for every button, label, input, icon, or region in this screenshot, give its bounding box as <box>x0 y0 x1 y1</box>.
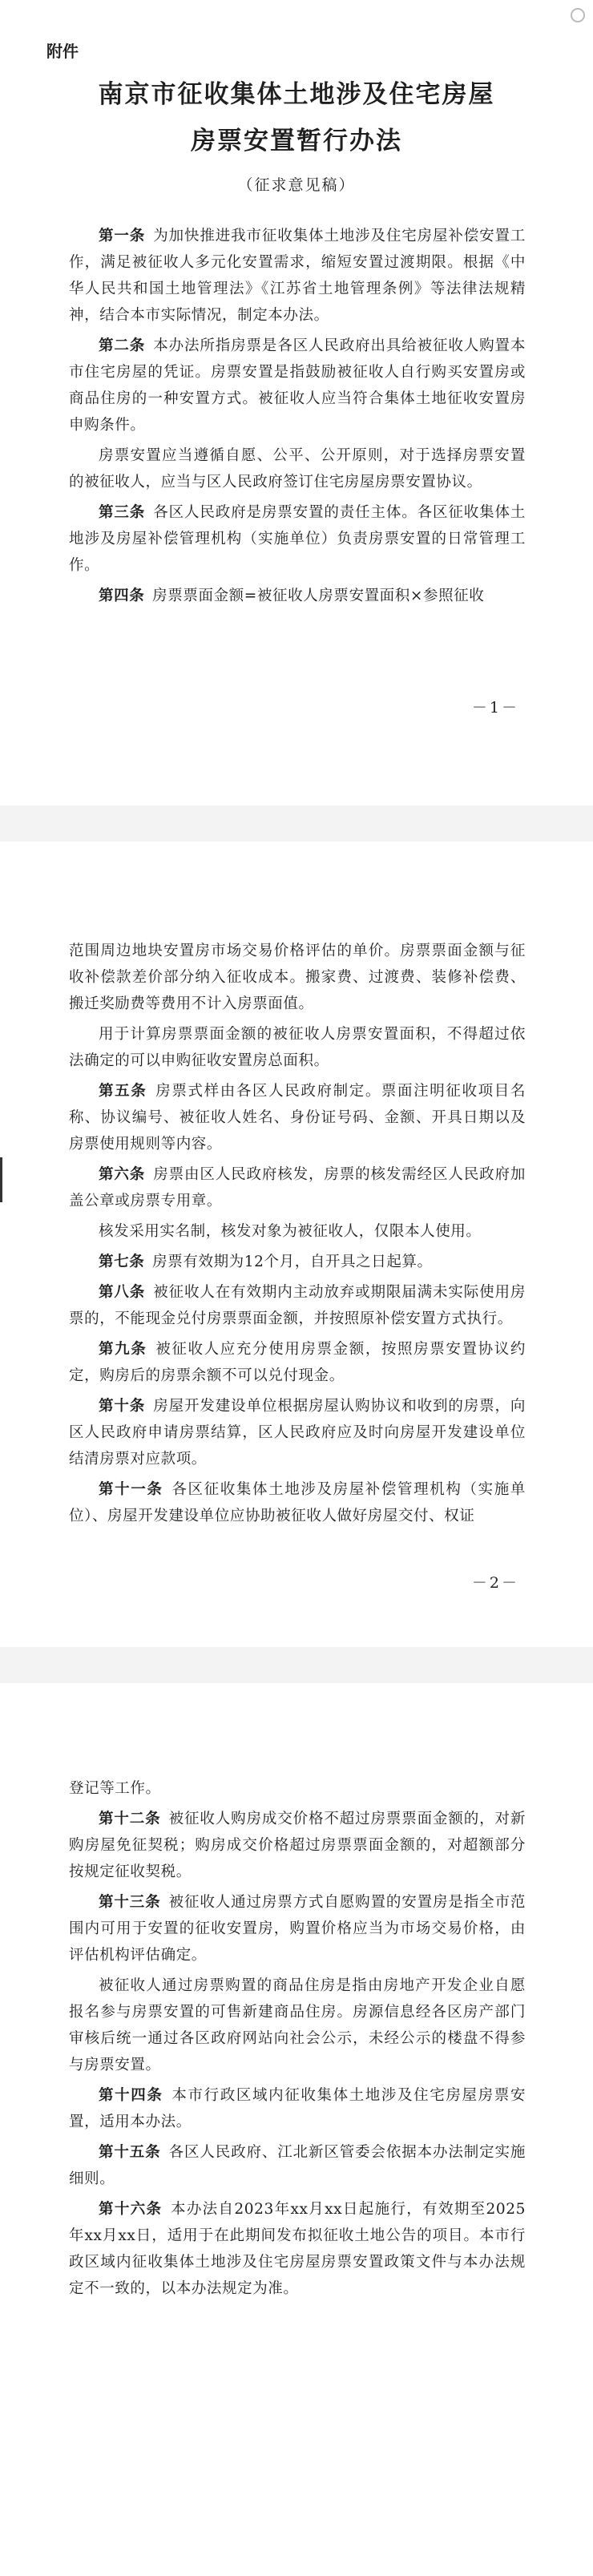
paragraph <box>69 1161 526 1214</box>
article-number: 第八条 <box>99 1284 146 1301</box>
paragraph-text: 房屋开发建设单位根据房屋认购协议和收到的房票，向区人民政府申请房票结算，区人民政府应及时向房屋开发建设单位结清房票对应款项。 <box>69 1398 526 1468</box>
paragraph <box>69 1218 526 1245</box>
article-number: 第一条 <box>99 228 146 244</box>
paragraph-text: 房票票面金额=被征收人房票安置面积×参照征收 <box>152 587 485 604</box>
page-3-body <box>69 1775 526 2306</box>
article-number: 第十四条 <box>99 2087 163 2104</box>
paragraph <box>69 1249 526 1275</box>
article-number: 第十三条 <box>99 1894 161 1911</box>
paragraph <box>69 333 526 438</box>
paragraph-text: 本办法所指房票是各区人民政府出具给被征收人购置本市住宅房屋的凭证。房票安置是指鼓励被征收人自行购买安置房或商品住房的一种安置方式。被征收人应当符合集体土地征收安置房申购条件。 <box>69 337 526 434</box>
paragraph-text: 房票由区人民政府核发，房票的核发需经区人民政府加盖公章或房票专用章。 <box>69 1166 526 1209</box>
paragraph <box>69 1476 526 1529</box>
paragraph <box>69 1806 526 1885</box>
paragraph-text: 被征收人应充分使用房票金额，按照房票安置协议约定，购房后的房票余额不可以兑付现金。 <box>69 1341 526 1384</box>
article-number: 第六条 <box>99 1166 146 1183</box>
article-number: 第十条 <box>99 1398 146 1415</box>
paragraph <box>69 223 526 329</box>
page-1-body <box>69 223 526 613</box>
paragraph-text: 被征收人通过房票方式自愿购置的安置房是指全市范围内可用于安置的征收安置房，购置价格应当为市场交易价格，由评估机构评估确定。 <box>69 1894 526 1964</box>
paragraph-text: 本办法自2023年xx月xx日起施行，有效期至2025年xx月xx日，适用于在此期间发布拟征收土地公告的项目。本市行政区域内征收集体土地涉及住宅房屋房票安置政策文件与本办法规定不一致的，以本办法规定为准。 <box>69 2201 526 2297</box>
article-number: 第五条 <box>99 1083 147 1100</box>
circle-icon <box>571 8 585 22</box>
paragraph <box>69 583 526 609</box>
paragraph-text: 被征收人在有效期内主动放弃或期限届满未实际使用房票的，不能现金兑付房票票面金额，并按照原补偿安置方式执行。 <box>69 1284 526 1327</box>
article-number: 第三条 <box>99 504 146 521</box>
paragraph <box>69 1972 526 2078</box>
paragraph-text: 各区人民政府是房票安置的责任主体。各区征收集体土地涉及房屋补偿管理机构（实施单位）负责房票安置的日常管理工作。 <box>69 504 526 574</box>
paragraph <box>69 1336 526 1389</box>
paragraph-text: 被征收人通过房票购置的商品住房是指由房地产开发企业自愿报名参与房票安置的可售新建商品住房。房源信息经各区房产部门审核后统一通过各区政府网站向社会公示，未经公示的楼盘不得参与房票安置。 <box>69 1977 526 2073</box>
article-number: 第二条 <box>99 337 146 354</box>
paragraph-text: 房票安置应当遵循自愿、公平、公开原则，对于选择房票安置的被征收人，应当与区人民政府签订住宅房屋房票安置协议。 <box>69 447 526 491</box>
article-number: 第七条 <box>99 1254 145 1270</box>
document-page-3 <box>0 1683 593 2576</box>
paragraph <box>69 1393 526 1472</box>
paragraph-text: 本市行政区域内征收集体土地涉及住宅房屋房票安置，适用本办法。 <box>69 2087 526 2130</box>
paragraph-text: 范围周边地块安置房市场交易价格评估的单价。房票票面金额与征收补偿款差价部分纳入征收成本。搬家费、过渡费、装修补偿费、搬迁奖励费等费用不计入房票面值。 <box>69 943 526 1012</box>
paragraph-text: 为加快推进我市征收集体土地涉及住宅房屋补偿安置工作，满足被征收人多元化安置需求，缩短安置过渡期限。根据《中华人民共和国土地管理法》《江苏省土地管理条例》等法律法规精神，结合本市实际情况，制定本办法。 <box>69 228 526 324</box>
paragraph-text: 用于计算房票票面金额的被征收人房票安置面积，不得超过依法确定的可以申购征收安置房总面积。 <box>69 1026 526 1069</box>
article-number: 第十六条 <box>99 2201 163 2218</box>
paragraph <box>69 2139 526 2192</box>
paragraph <box>69 1775 526 1802</box>
paragraph <box>69 1078 526 1157</box>
paragraph-text: 各区人民政府、江北新区管委会依据本办法制定实施细则。 <box>69 2144 526 2187</box>
document-page-2 <box>0 842 593 1647</box>
paragraph <box>69 938 526 1017</box>
paragraph <box>69 442 526 495</box>
paragraph-text: 房票有效期为12个月，自开具之日起算。 <box>152 1254 433 1270</box>
page-number: －1－ <box>471 699 519 717</box>
document-title-line2: 房票安置暂行办法 <box>191 127 402 155</box>
document-subtitle: （征求意见稿） <box>237 176 356 194</box>
page-number: －2－ <box>471 1574 519 1592</box>
article-number: 第十五条 <box>99 2144 161 2161</box>
document-page-1 <box>0 0 593 806</box>
paragraph <box>69 2196 526 2302</box>
paragraph-text: 核发采用实名制，核发对象为被征收人，仅限本人使用。 <box>99 1223 482 1240</box>
paragraph <box>69 2082 526 2135</box>
paragraph-text: 房票式样由各区人民政府制定。票面注明征收项目名称、协议编号、被征收人姓名、身份证号码、金额、开具日期以及房票使用规则等内容。 <box>69 1083 526 1153</box>
article-number: 第十二条 <box>99 1811 161 1827</box>
paragraph <box>69 1021 526 1074</box>
paragraph <box>69 499 526 579</box>
paragraph-text: 各区征收集体土地涉及房屋补偿管理机构（实施单位）、房屋开发建设单位应协助被征收人做好房屋交付、权证 <box>69 1481 526 1524</box>
attachment-label: 附件 <box>46 42 79 61</box>
scrollbar-thumb[interactable] <box>0 1157 2 1202</box>
article-number: 第九条 <box>99 1341 147 1358</box>
article-number: 第十一条 <box>99 1481 163 1498</box>
page-2-body <box>69 938 526 1533</box>
paragraph-text: 被征收人购房成交价格不超过房票票面金额的，对新购房屋免征契税；购房成交价格超过房票票面金额的，对超额部分按规定征收契税。 <box>69 1811 526 1880</box>
article-number: 第四条 <box>99 587 145 604</box>
paragraph <box>69 1279 526 1332</box>
paragraph-text: 登记等工作。 <box>69 1780 161 1797</box>
paragraph <box>69 1889 526 1968</box>
document-title-line1: 南京市征收集体土地涉及住宅房屋 <box>98 80 495 109</box>
